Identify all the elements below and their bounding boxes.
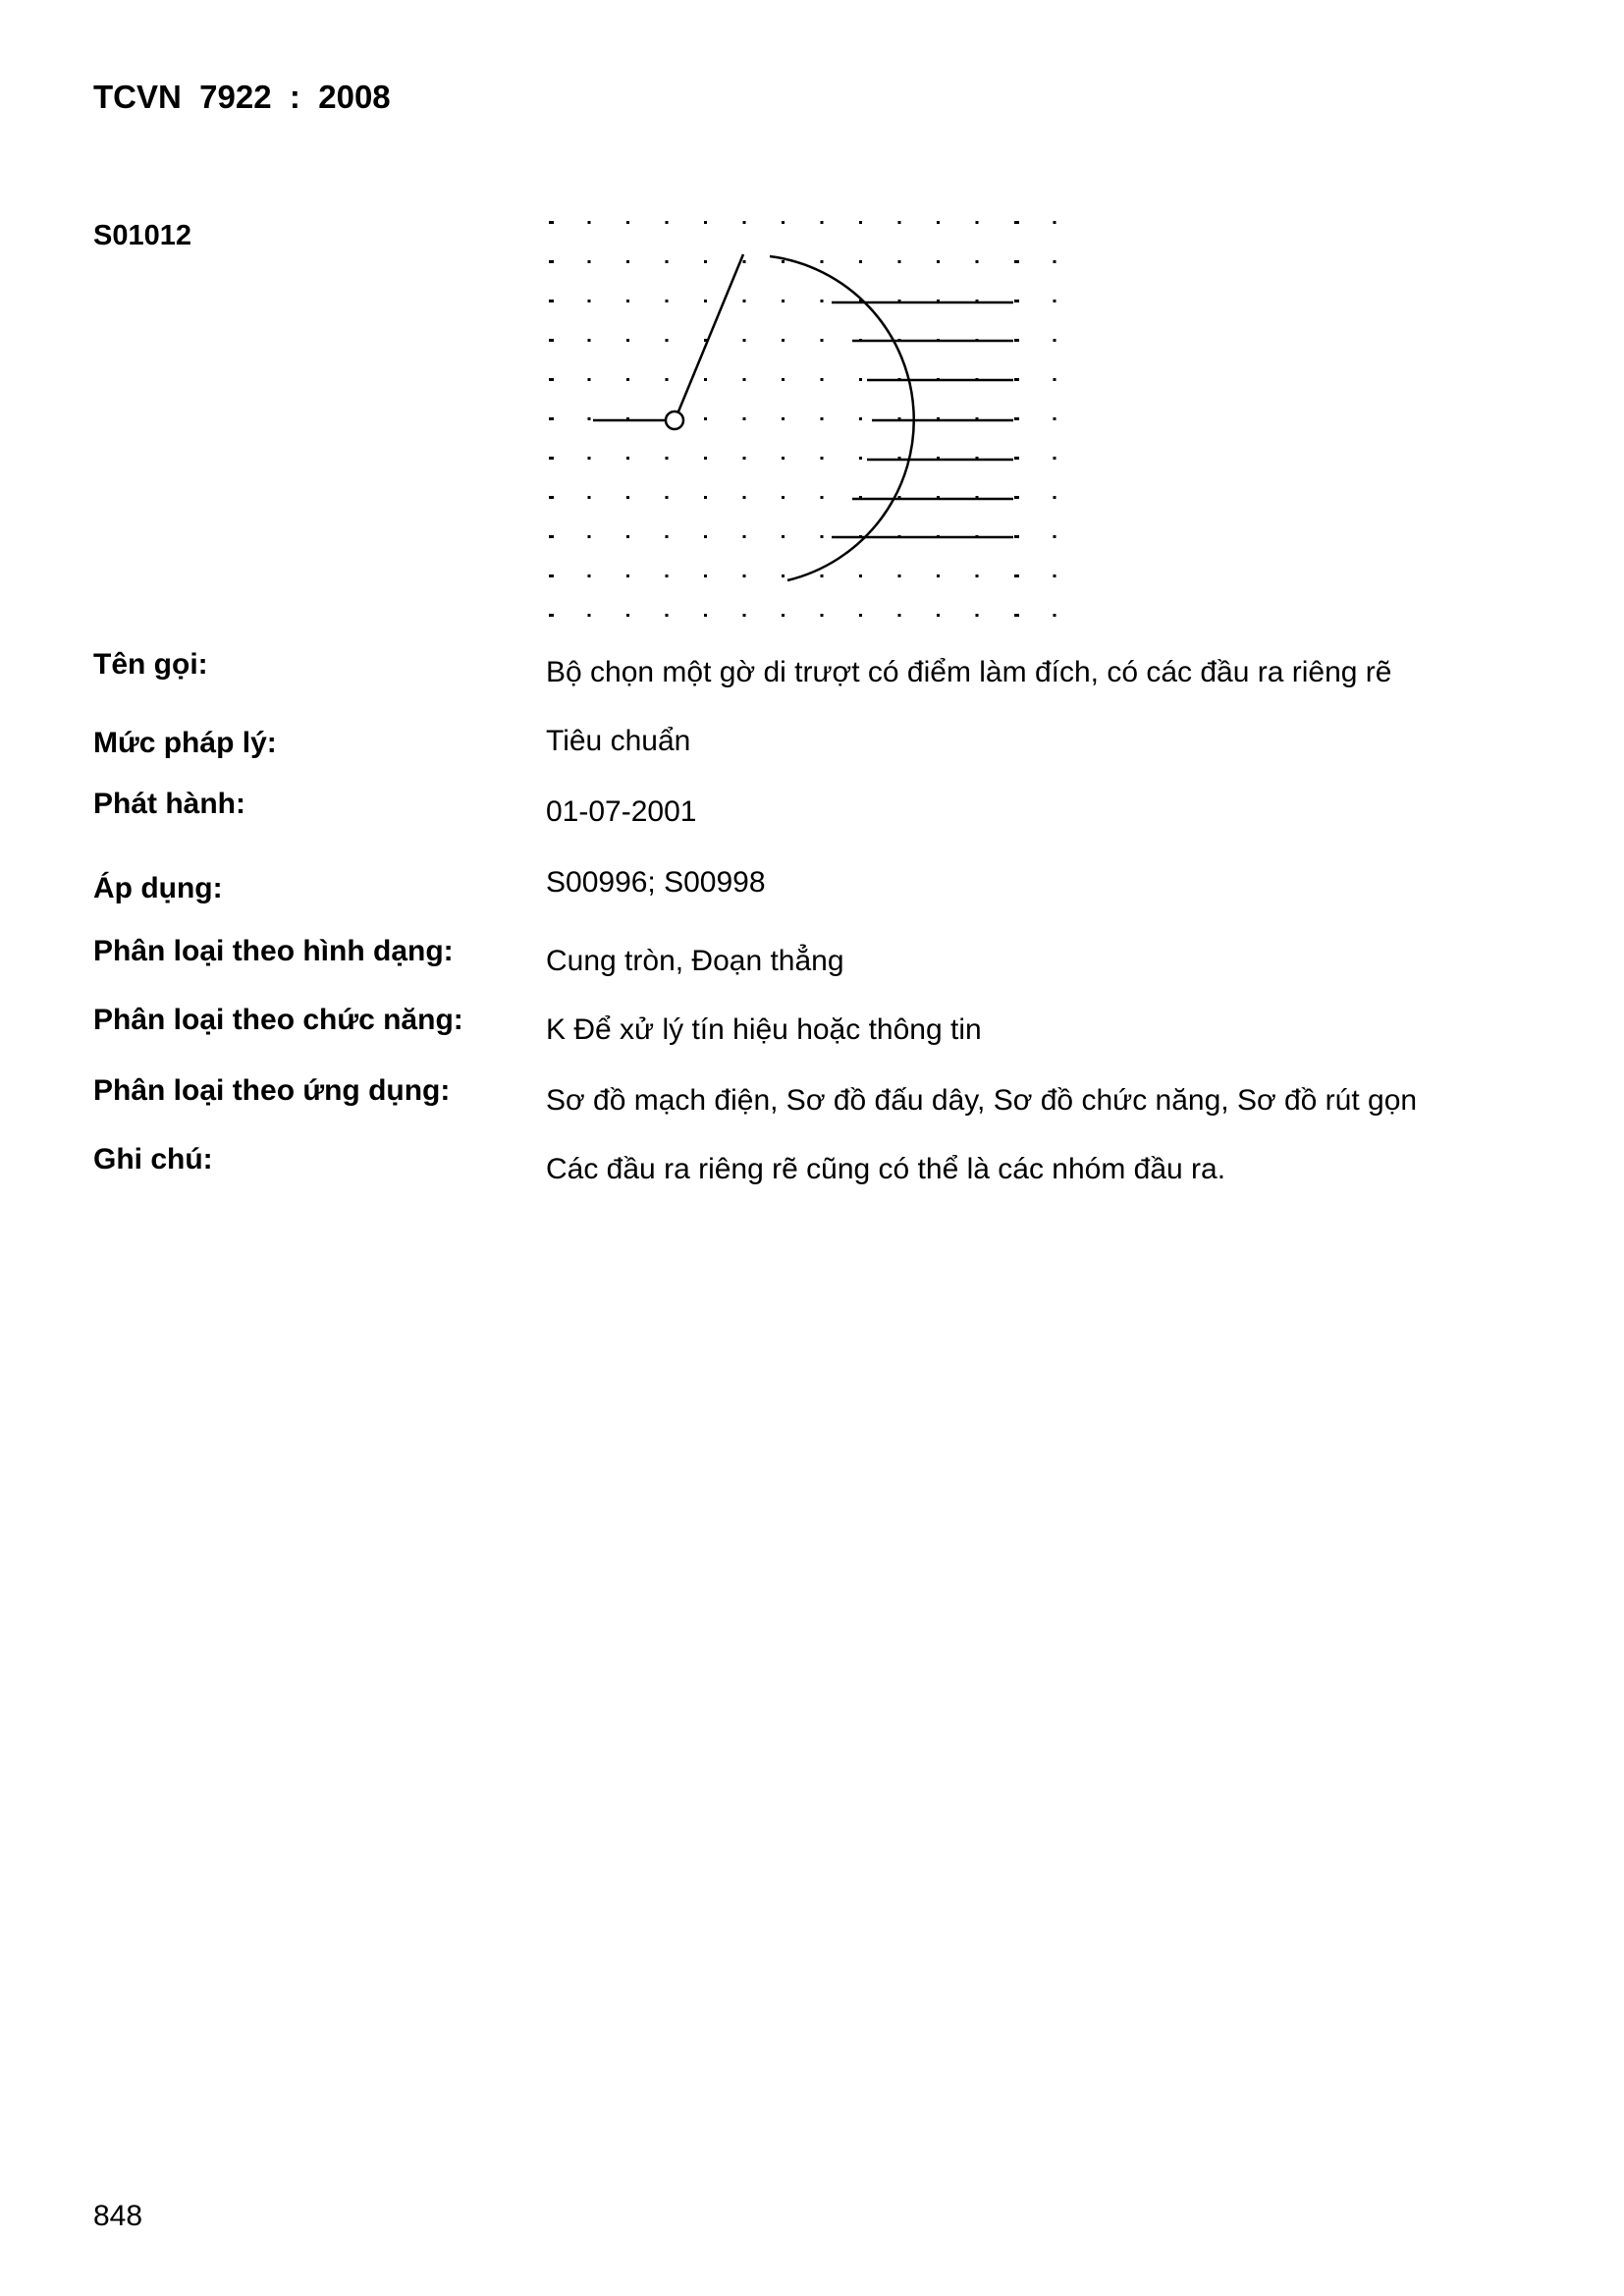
grid-dot (704, 260, 707, 263)
grid-dot (626, 378, 629, 381)
grid-dot (821, 496, 824, 499)
grid-dot (743, 574, 746, 577)
page-number: 848 (93, 2200, 143, 2232)
field-label-name: Tên gọi: (93, 648, 208, 681)
grid-dot (1054, 378, 1056, 381)
grid-dot (898, 614, 901, 617)
grid-dot (937, 260, 940, 263)
field-value-application-class: Sơ đồ mạch điện, Sơ đồ đấu dây, Sơ đồ chức năng, Sơ đồ rút gọn (546, 1084, 1418, 1117)
grid-dot (588, 457, 591, 460)
field-label-issued: Phát hành: (93, 788, 245, 820)
grid-dot (626, 574, 629, 577)
grid-dot (626, 496, 629, 499)
grid-dot (704, 535, 707, 538)
grid-dot (1014, 614, 1019, 617)
grid-dot (549, 221, 554, 224)
grid-dot (937, 221, 940, 224)
grid-dot (821, 574, 824, 577)
grid-dot (821, 300, 824, 302)
grid-dot (743, 457, 746, 460)
grid-dot (626, 221, 629, 224)
grid-dot (782, 574, 785, 577)
grid-dot (859, 221, 862, 224)
grid-dot (1014, 260, 1019, 263)
grid-dot (782, 339, 785, 342)
grid-dot (782, 378, 785, 381)
grid-dot (1054, 574, 1056, 577)
grid-dot (626, 339, 629, 342)
field-label-application-class: Phân loại theo ứng dụng: (93, 1074, 451, 1107)
grid-dot (626, 260, 629, 263)
grid-dot (821, 378, 824, 381)
grid-dot (666, 300, 669, 302)
grid-dot (666, 378, 669, 381)
grid-dot (821, 417, 824, 420)
grid-dot (743, 614, 746, 617)
grid-dot (1054, 339, 1056, 342)
grid-dot (704, 574, 707, 577)
grid-dot (549, 378, 554, 381)
grid-dot (704, 300, 707, 302)
grid-dot (666, 260, 669, 263)
grid-dot (976, 614, 979, 617)
grid-dot (937, 574, 940, 577)
grid-dot (782, 417, 785, 420)
field-label-function-class: Phân loại theo chức năng: (93, 1004, 463, 1036)
grid-dot (1054, 496, 1056, 499)
grid-dot (743, 378, 746, 381)
grid-dot (666, 339, 669, 342)
grid-dot (666, 221, 669, 224)
track-arc (770, 256, 914, 580)
grid-dot (859, 417, 862, 420)
grid-dot (704, 221, 707, 224)
grid-dot (937, 614, 940, 617)
grid-dot (588, 260, 591, 263)
grid-dot (821, 535, 824, 538)
field-label-note: Ghi chú: (93, 1143, 213, 1175)
wiper-arm (678, 254, 743, 411)
pivot-point (666, 411, 683, 429)
grid-dot (898, 574, 901, 577)
grid-dot (859, 614, 862, 617)
grid-dot (976, 574, 979, 577)
field-value-note: Các đầu ra riêng rẽ cũng có thể là các nhóm đầu ra. (546, 1153, 1226, 1185)
grid-dot (549, 535, 554, 538)
grid-dot (859, 457, 862, 460)
grid-dot (1054, 457, 1056, 460)
grid-dot (1054, 417, 1056, 420)
grid-dot (976, 260, 979, 263)
grid-dots (549, 221, 1056, 617)
grid-dot (743, 260, 746, 263)
grid-dot (1054, 614, 1056, 617)
grid-dot (549, 457, 554, 460)
grid-dot (704, 614, 707, 617)
grid-dot (1014, 535, 1019, 538)
grid-dot (549, 260, 554, 263)
grid-dot (859, 260, 862, 263)
symbol-drawing (542, 212, 1072, 625)
grid-dot (704, 457, 707, 460)
grid-dot (821, 339, 824, 342)
grid-dot (1014, 457, 1019, 460)
field-value-name: Bộ chọn một gờ di trượt có điểm làm đích, có các đầu ra riêng rẽ (546, 656, 1392, 688)
grid-dot (782, 260, 785, 263)
grid-dot (626, 300, 629, 302)
grid-dot (1014, 496, 1019, 499)
grid-dot (743, 221, 746, 224)
field-label-applies: Áp dụng: (93, 872, 223, 904)
grid-dot (666, 496, 669, 499)
grid-dot (859, 378, 862, 381)
grid-dot (549, 339, 554, 342)
grid-dot (1014, 221, 1019, 224)
grid-dot (1054, 300, 1056, 302)
grid-dot (549, 300, 554, 302)
grid-dot (743, 417, 746, 420)
grid-dot (666, 574, 669, 577)
grid-dot (626, 457, 629, 460)
grid-dot (549, 417, 554, 420)
grid-dot (1014, 300, 1019, 302)
grid-dot (782, 496, 785, 499)
field-label-legal-level: Mức pháp lý: (93, 727, 277, 759)
grid-dot (666, 614, 669, 617)
grid-dot (976, 221, 979, 224)
grid-dot (704, 417, 707, 420)
grid-dot (588, 300, 591, 302)
grid-dot (743, 300, 746, 302)
grid-dot (782, 614, 785, 617)
grid-dot (588, 535, 591, 538)
grid-dot (704, 496, 707, 499)
grid-dot (666, 457, 669, 460)
field-value-function-class: K Để xử lý tín hiệu hoặc thông tin (546, 1013, 982, 1046)
grid-dot (549, 614, 554, 617)
field-value-issued: 01-07-2001 (546, 795, 697, 828)
grid-dot (821, 260, 824, 263)
field-value-applies: S00996; S00998 (546, 866, 766, 899)
grid-dot (588, 496, 591, 499)
grid-dot (743, 496, 746, 499)
grid-dot (588, 221, 591, 224)
field-value-legal-level: Tiêu chuẩn (546, 725, 691, 757)
grid-dot (1054, 260, 1056, 263)
field-label-shape-class: Phân loại theo hình dạng: (93, 935, 454, 967)
grid-dot (898, 260, 901, 263)
grid-dot (1014, 339, 1019, 342)
grid-dot (626, 535, 629, 538)
grid-dot (1054, 535, 1056, 538)
field-value-shape-class: Cung tròn, Đoạn thẳng (546, 945, 844, 977)
symbol-code: S01012 (93, 220, 191, 251)
grid-dot (743, 339, 746, 342)
grid-dot (1014, 417, 1019, 420)
grid-dot (626, 614, 629, 617)
grid-dot (821, 221, 824, 224)
grid-dot (743, 535, 746, 538)
grid-dot (588, 574, 591, 577)
grid-dot (782, 457, 785, 460)
document-header: TCVN 7922 : 2008 (93, 79, 391, 115)
grid-dot (821, 614, 824, 617)
grid-dot (782, 221, 785, 224)
grid-dot (666, 535, 669, 538)
grid-dot (588, 614, 591, 617)
grid-dot (549, 496, 554, 499)
grid-dot (588, 339, 591, 342)
grid-dot (588, 417, 591, 420)
symbol-strokes (593, 254, 1013, 580)
grid-dot (704, 378, 707, 381)
grid-dot (782, 535, 785, 538)
grid-dot (1014, 378, 1019, 381)
grid-dot (782, 300, 785, 302)
grid-dot (1054, 221, 1056, 224)
grid-dot (898, 221, 901, 224)
grid-dot (549, 574, 554, 577)
grid-dot (588, 378, 591, 381)
grid-dot (1014, 574, 1019, 577)
grid-dot (859, 574, 862, 577)
grid-dot (821, 457, 824, 460)
